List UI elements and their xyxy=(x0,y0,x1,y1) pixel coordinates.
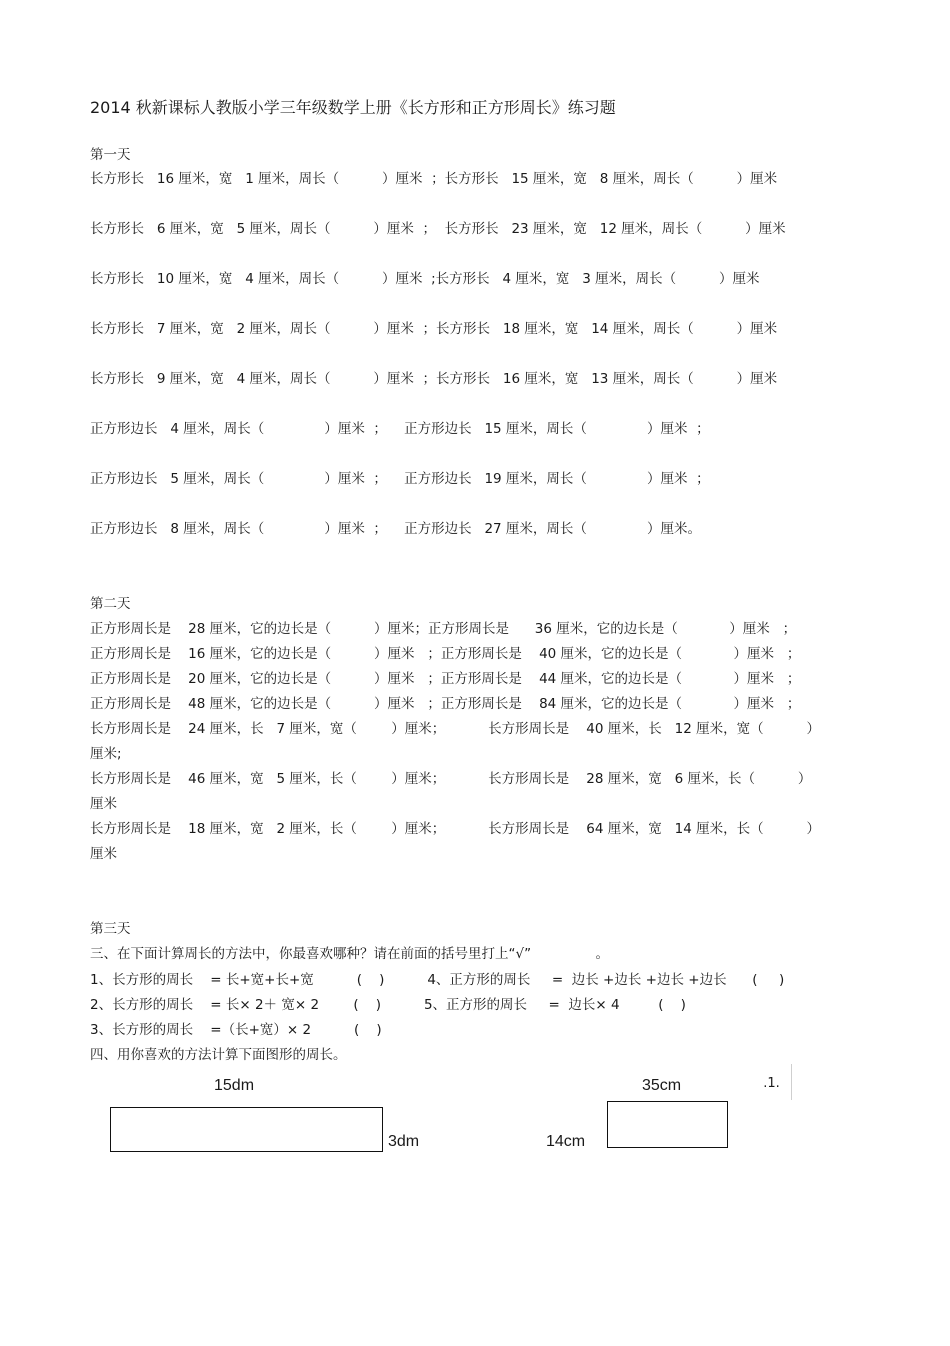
day2-line: 厘米 xyxy=(90,796,117,812)
rectangle-figure-2 xyxy=(607,1101,728,1148)
day2-line: 厘米 xyxy=(90,846,117,862)
page-title: 2014 秋新课标人教版小学三年级数学上册《长方形和正方形周长》练习题 xyxy=(90,98,616,117)
day1-line: 长方形长 6 厘米，宽 5 厘米，周长（ ）厘米 ； 长方形长 23 厘米，宽 12 厘米，周长（ ）厘米 xyxy=(90,221,786,237)
day3-line: 四、用你喜欢的方法计算下面图形的周长。 xyxy=(90,1047,347,1063)
day3-line: 3、长方形的周长 =（长+宽）× 2 ( ) xyxy=(90,1022,382,1038)
day1-line: 长方形长 16 厘米，宽 1 厘米，周长（ ）厘米 ；长方形长 15 厘米，宽 8 厘米，周长（ ）厘米 xyxy=(90,171,778,187)
day1-line: 长方形长 7 厘米，宽 2 厘米，周长（ ）厘米 ；长方形长 18 厘米，宽 14 厘米，周长（ ）厘米 xyxy=(90,321,778,337)
page-number: .1. xyxy=(752,1064,792,1100)
day2-line: 厘米; xyxy=(90,746,122,762)
day2-line: 长方形周长是 18 厘米，宽 2 厘米，长（ ）厘米； 长方形周长是 64 厘米，宽 14 厘米，长（ ） xyxy=(90,821,821,837)
day2-line: 正方形周长是 20 厘米，它的边长是（ ）厘米 ；正方形周长是 44 厘米，它的边长是（ ）厘米 ； xyxy=(90,671,801,687)
day3-line: 三、在下面计算周长的方法中，你最喜欢哪种？请在前面的括号里打上“√” 。 xyxy=(90,946,609,962)
day2-heading: 第二天 xyxy=(90,596,131,612)
day1-line: 长方形长 10 厘米，宽 4 厘米，周长（ ）厘米 ;长方形长 4 厘米，宽 3 厘米，周长（ ）厘米 xyxy=(90,271,760,287)
day1-line: 正方形边长 8 厘米，周长（ ）厘米 ； 正方形边长 27 厘米，周长（ ）厘米。 xyxy=(90,521,701,537)
day1-line: 长方形长 9 厘米，宽 4 厘米，周长（ ）厘米 ；长方形长 16 厘米，宽 13 厘米，周长（ ）厘米 xyxy=(90,371,778,387)
day2-line: 长方形周长是 46 厘米，宽 5 厘米，长（ ）厘米； 长方形周长是 28 厘米，宽 6 厘米，长（ ） xyxy=(90,771,812,787)
day2-line: 正方形周长是 28 厘米，它的边长是（ ）厘米；正方形周长是 36 厘米，它的边长是（ ）厘米 ； xyxy=(90,621,797,637)
day3-line: 2、长方形的周长 = 长× 2＋ 宽× 2 ( ) 5、正方形的周长 = 边长× 4 ( ) xyxy=(90,997,686,1013)
day1-heading: 第一天 xyxy=(90,147,131,163)
day1-line: 正方形边长 5 厘米，周长（ ）厘米 ； 正方形边长 19 厘米，周长（ ）厘米 ； xyxy=(90,471,710,487)
rect2-length-label: 35cm xyxy=(642,1077,682,1094)
rectangle-figure-1 xyxy=(110,1107,383,1152)
day2-line: 正方形周长是 16 厘米，它的边长是（ ）厘米 ；正方形周长是 40 厘米，它的边长是（ ）厘米 ； xyxy=(90,646,801,662)
rect1-width-label: 3dm xyxy=(388,1133,420,1150)
day1-line: 正方形边长 4 厘米，周长（ ）厘米 ； 正方形边长 15 厘米，周长（ ）厘米 ； xyxy=(90,421,710,437)
day2-line: 正方形周长是 48 厘米，它的边长是（ ）厘米 ；正方形周长是 84 厘米，它的边长是（ ）厘米 ； xyxy=(90,696,801,712)
day3-line: 1、长方形的周长 = 长+宽+长+宽 ( ) 4、正方形的周长 = 边长 +边长 +边长 +边长 ( ) xyxy=(90,972,785,988)
day3-heading: 第三天 xyxy=(90,921,131,937)
rect2-width-label: 14cm xyxy=(546,1133,586,1150)
rect1-length-label: 15dm xyxy=(214,1077,255,1094)
day2-line: 长方形周长是 24 厘米，长 7 厘米，宽（ ）厘米； 长方形周长是 40 厘米，长 12 厘米，宽（ ） xyxy=(90,721,821,737)
